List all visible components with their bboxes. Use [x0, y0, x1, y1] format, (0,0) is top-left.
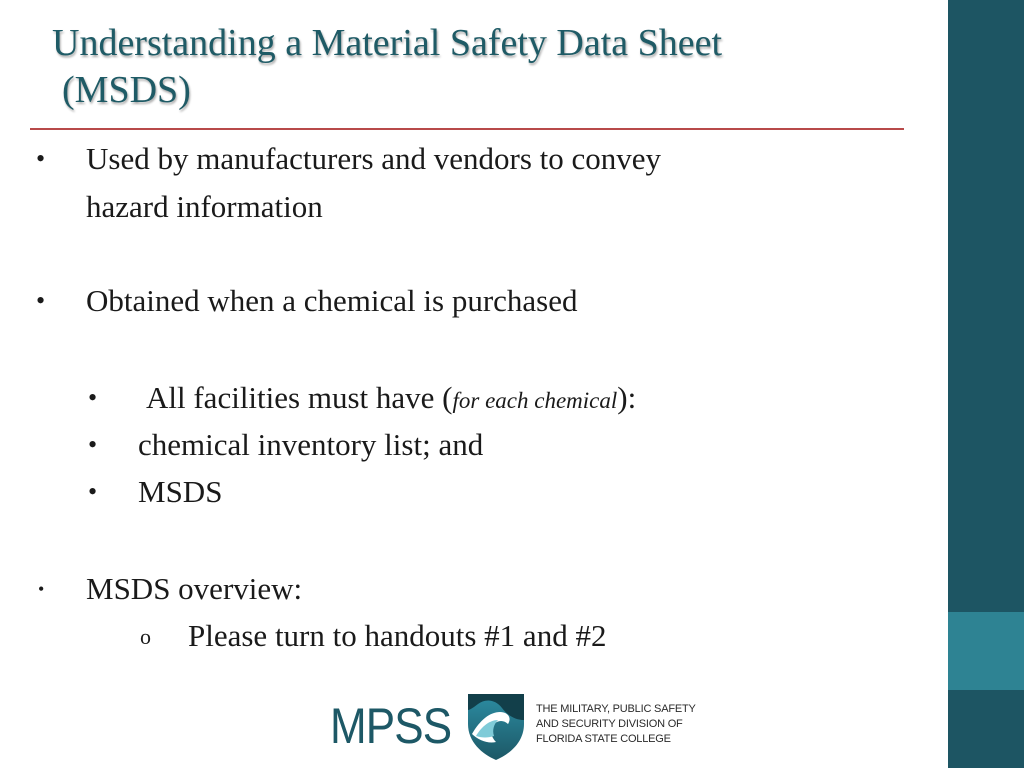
bullet-text-3-prefix: All facilities must have ( — [146, 380, 453, 415]
sidebar-decoration — [948, 0, 1024, 768]
slide-title — [52, 20, 932, 114]
sidebar-accent-block — [948, 612, 1024, 690]
bullet-text-7: Please turn to handouts #1 and #2 — [188, 618, 607, 653]
title-line-1: Understanding a Material Safety Data Sheet — [52, 22, 723, 64]
sub-bullet-marker: o — [140, 624, 151, 649]
logo-caption — [536, 702, 716, 747]
bullet-marker: • — [36, 144, 46, 173]
bullet-text-2: Obtained when a chemical is purchased — [86, 283, 578, 318]
wave-shield-icon — [464, 690, 528, 762]
bullet-text-3-italic: for each chemical — [452, 388, 618, 413]
bullet-text-3 — [146, 375, 636, 424]
bullet-marker: • — [88, 430, 98, 459]
bullet-marker: • — [88, 477, 98, 506]
title-line-2: (MSDS) — [62, 69, 191, 111]
bullet-text-1-line-2: hazard information — [86, 189, 323, 224]
bullet-text-4: chemical inventory list; and — [138, 427, 484, 462]
title-divider — [30, 128, 904, 130]
mpss-logo — [330, 690, 710, 762]
logo-caption-line-3: FLORIDA STATE COLLEGE — [536, 733, 671, 745]
bullet-text-3-suffix: ): — [617, 380, 637, 415]
bullet-text-5: MSDS — [138, 474, 223, 509]
bullet-text-1-line-1: Used by manufacturers and vendors to convey — [86, 141, 662, 176]
logo-wordmark: MPSS — [330, 698, 452, 754]
logo-caption-line-2: AND SECURITY DIVISION OF — [536, 718, 683, 730]
bullet-marker: • — [88, 383, 98, 412]
bullet-marker: • — [38, 579, 45, 599]
bullet-text-6: MSDS overview: — [86, 571, 303, 606]
bullet-marker: • — [36, 286, 46, 315]
logo-caption-line-1: THE MILITARY, PUBLIC SAFETY — [536, 703, 696, 715]
